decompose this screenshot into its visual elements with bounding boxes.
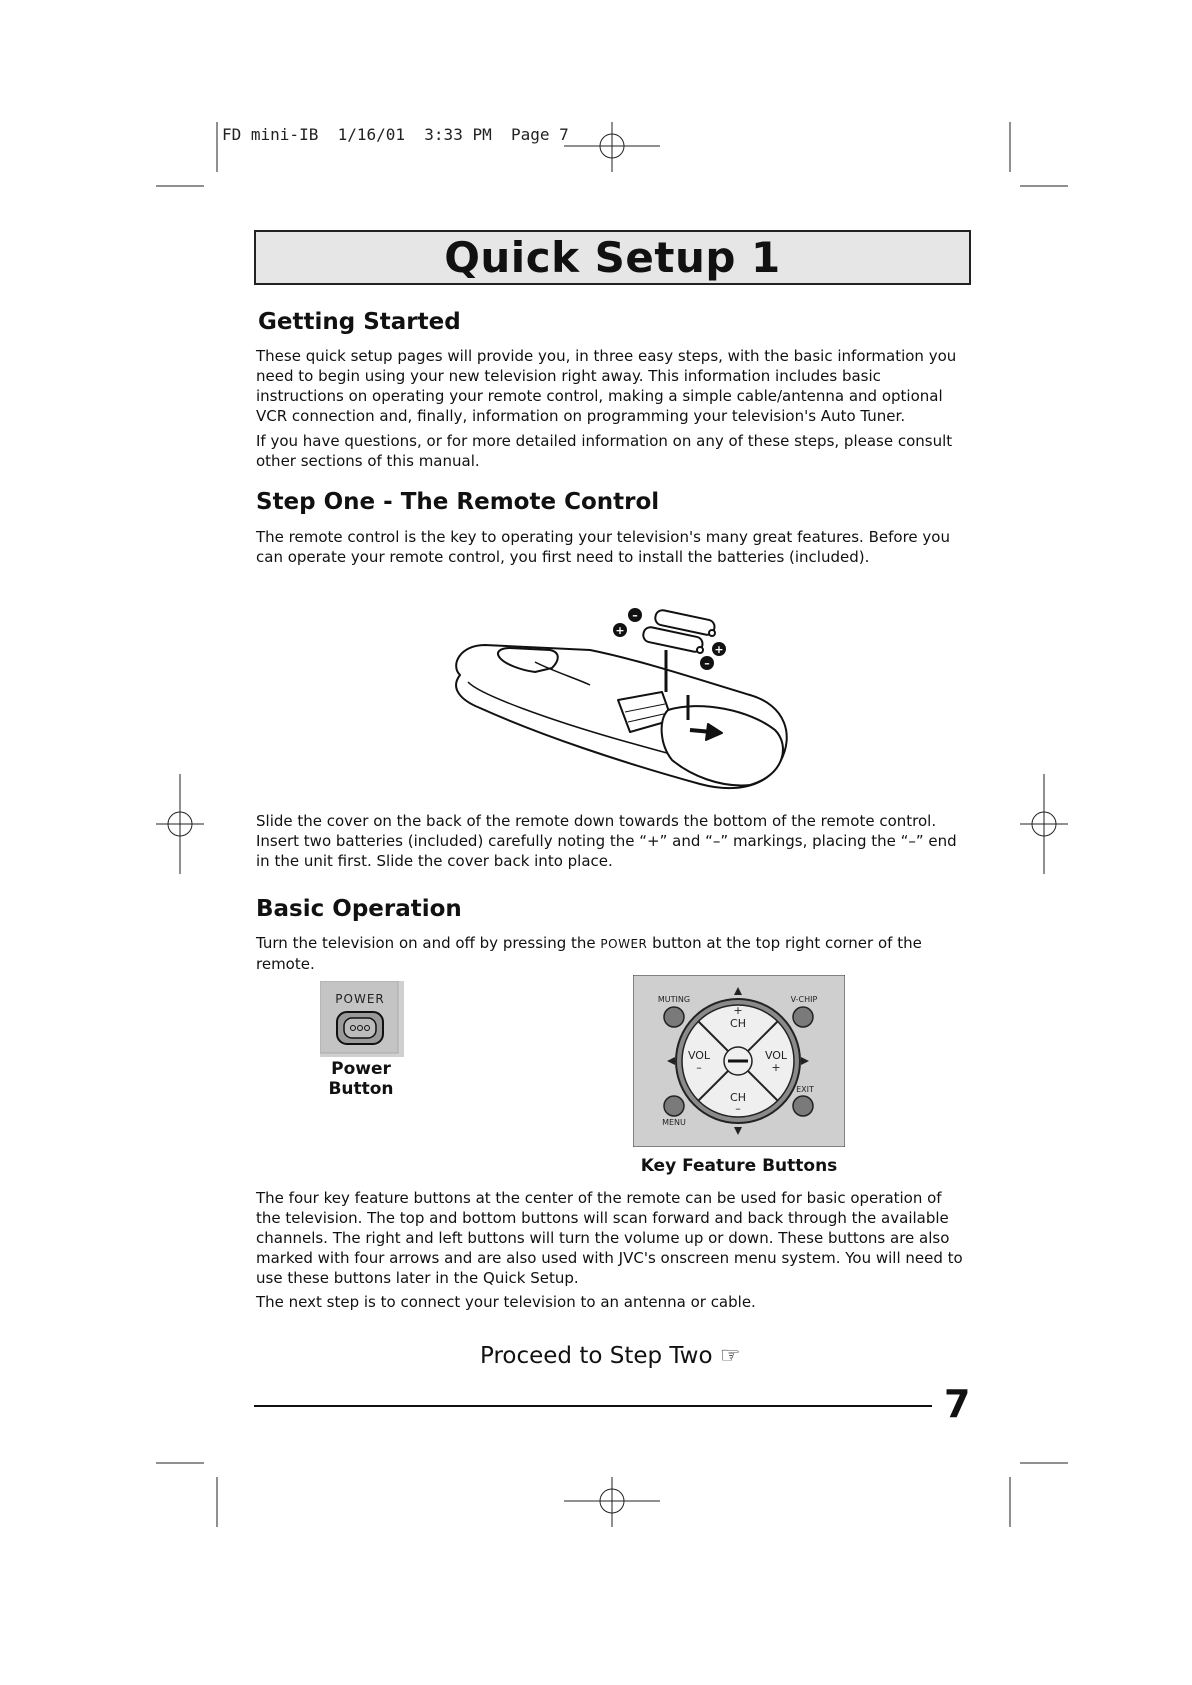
vol-up-plus: + bbox=[771, 1061, 781, 1074]
battery-minus-mark: – bbox=[632, 609, 638, 622]
print-slug: FD mini-IB 1/16/01 3:33 PM Page 7 bbox=[222, 125, 569, 144]
ch-up-plus: + bbox=[733, 1004, 743, 1017]
ch-up-label: CH bbox=[730, 1017, 746, 1030]
page-number: 7 bbox=[944, 1382, 971, 1426]
step-one-heading: Step One - The Remote Control bbox=[256, 489, 660, 515]
basic-operation-paragraph-2: The four key feature buttons at the center of the remote can be used for basic operation of the television. The top and bottom buttons will scan forward and back through the available channels. The right and left buttons will turn the volume up or down. These buttons are also marked with four arrows and are also used with JVC's onscreen menu system. You will need to use these buttons later in the Quick Setup. bbox=[256, 1189, 963, 1287]
vol-down-label: VOL bbox=[687, 1049, 711, 1062]
basic-operation-paragraph-1: Turn the television on and off by pressing the POWER button at the top right corner of the remote. bbox=[256, 934, 922, 973]
battery-plus-mark: + bbox=[615, 624, 625, 637]
menu-label: MENU bbox=[662, 1118, 686, 1127]
power-keyword: POWER bbox=[600, 937, 648, 951]
key-feature-caption: Key Feature Buttons bbox=[640, 1156, 838, 1176]
basic-operation-heading: Basic Operation bbox=[256, 896, 462, 922]
exit-label: EXIT bbox=[796, 1085, 814, 1094]
step-one-paragraph-1: The remote control is the key to operating your television's many great features. Before you can operate your remote control, you first need to install the batteries (included). bbox=[256, 528, 950, 566]
page-title-box bbox=[254, 230, 971, 285]
vol-up-label: VOL bbox=[764, 1049, 788, 1062]
remote-battery-illustration bbox=[440, 600, 800, 795]
footer-rule bbox=[254, 1405, 932, 1407]
getting-started-paragraph-2: If you have questions, or for more detailed information on any of these steps, please consult other sections of this manual. bbox=[256, 432, 953, 470]
power-button-caption: Power Button bbox=[328, 1059, 394, 1099]
ch-down-label: CH bbox=[730, 1091, 746, 1104]
proceed-to-step-two: Proceed to Step Two ☞ bbox=[480, 1343, 741, 1369]
power-button-label: POWER bbox=[335, 992, 385, 1006]
key-feature-buttons-figure bbox=[633, 975, 845, 1147]
battery-minus-mark-2: – bbox=[704, 657, 710, 670]
basic-operation-paragraph-3: The next step is to connect your television to an antenna or cable. bbox=[256, 1293, 756, 1311]
muting-label: MUTING bbox=[657, 995, 691, 1004]
vchip-label: V-CHIP bbox=[790, 995, 818, 1004]
page-title: Quick Setup 1 bbox=[444, 233, 781, 282]
battery-plus-mark-2: + bbox=[714, 643, 724, 656]
getting-started-heading: Getting Started bbox=[258, 309, 461, 335]
ch-down-minus: – bbox=[735, 1102, 741, 1115]
power-button-figure bbox=[320, 981, 404, 1057]
getting-started-paragraph-1: These quick setup pages will provide you, in three easy steps, with the basic information you need to begin using your new television right away. This information includes basic instructions on operating your remote control, making a simple cable/antenna and optional VCR connection and, finally, information on programming your television's Auto Tuner. bbox=[256, 347, 957, 425]
vol-down-minus: – bbox=[696, 1061, 702, 1074]
step-one-paragraph-2: Slide the cover on the back of the remote down towards the bottom of the remote control. Insert two batteries (included) carefully noting the “+” and “–” markings, placing the “–” end in the unit first. Slide the cover back into place. bbox=[256, 812, 957, 870]
